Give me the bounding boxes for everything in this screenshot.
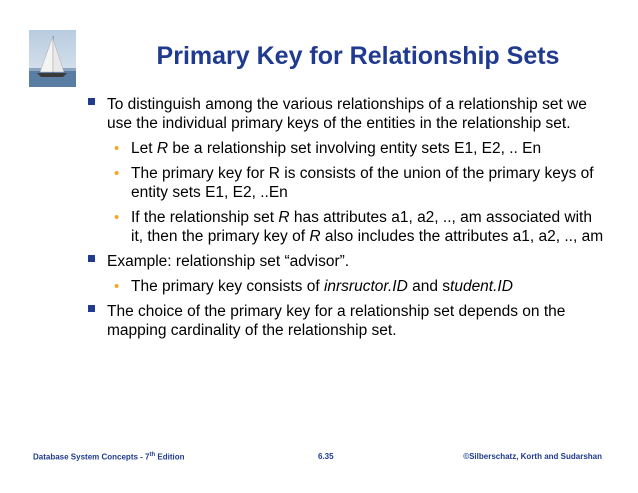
sub-bullet-primary-key-union bbox=[112, 164, 608, 202]
footer-book-title: Database System Concepts - 7th Edition bbox=[33, 452, 185, 462]
slide-title: Primary Key for Relationship Sets bbox=[156, 42, 560, 70]
bullet-distinguish bbox=[88, 95, 608, 133]
sub-bullet-text: Let R be a relationship set involving entity sets E1, E2, .. En bbox=[131, 140, 542, 157]
dot-bullet-icon: • bbox=[114, 140, 120, 157]
sub-bullet-text: The primary key consists of inrsructor.ID and student.ID bbox=[131, 278, 513, 295]
sub-bullet-primary-key-consists bbox=[112, 277, 608, 296]
sailboat-logo bbox=[29, 30, 76, 87]
dot-bullet-icon: • bbox=[114, 209, 120, 226]
square-bullet-icon bbox=[88, 305, 95, 312]
square-bullet-icon bbox=[88, 255, 95, 262]
slide-body bbox=[88, 95, 608, 346]
square-bullet-icon bbox=[88, 98, 95, 105]
bullet-text: The choice of the primary key for a relationship set depends on the mapping cardinality of the relationship set. bbox=[107, 303, 566, 339]
bullet-example bbox=[88, 252, 608, 271]
sub-bullet-text: The primary key for R is consists of the union of the primary keys of entity sets E1, E2, ..En bbox=[131, 165, 594, 201]
bullet-choice bbox=[88, 302, 608, 340]
footer-copyright: ©Silberschatz, Korth and Sudarshan bbox=[463, 452, 602, 461]
bullet-text: Example: relationship set “advisor”. bbox=[107, 253, 350, 270]
bullet-text: To distinguish among the various relationships of a relationship set we use the individual primary keys of the entities in the relationship set. bbox=[107, 96, 587, 132]
sub-bullet-let-r bbox=[112, 139, 608, 158]
dot-bullet-icon: • bbox=[114, 278, 120, 295]
dot-bullet-icon: • bbox=[114, 165, 120, 182]
sub-bullet-attributes bbox=[112, 208, 608, 246]
footer-slide-number: 6.35 bbox=[318, 452, 334, 461]
sub-bullet-text: If the relationship set R has attributes a1, a2, .., am associated with it, then the primary key of R also includes the attributes a1, a2, .., am bbox=[131, 209, 604, 245]
